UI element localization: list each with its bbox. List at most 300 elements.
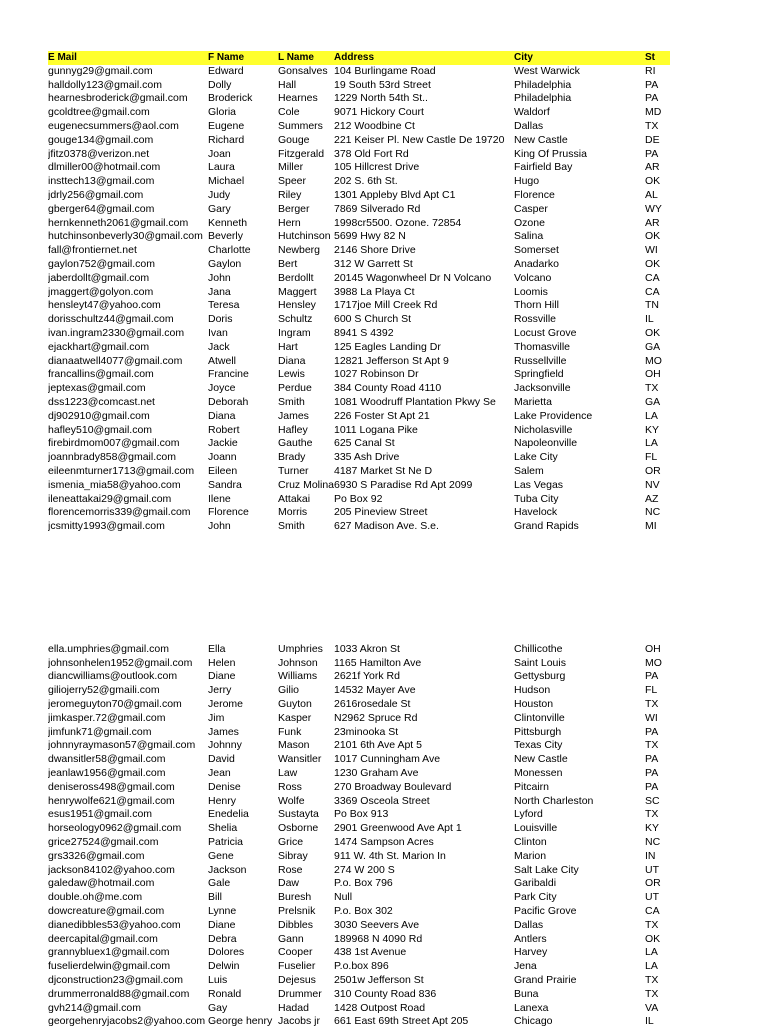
cell-city: Thorn Hill [514, 299, 559, 312]
cell-state: DE [645, 133, 660, 146]
cell-address: 438 1st Avenue [334, 946, 407, 959]
cell-email: henrywolfe621@gmail.com [48, 794, 175, 807]
table-row [48, 410, 670, 424]
cell-first-name: Jerome [208, 698, 244, 711]
cell-city: Rossville [514, 313, 557, 326]
cell-email: halldolly123@gmail.com [48, 78, 162, 91]
cell-city: Lake City [514, 451, 558, 464]
cell-first-name: Henry [208, 794, 237, 807]
cell-address: 1033 Akron St [334, 642, 400, 655]
cell-address: 600 S Church St [334, 313, 412, 326]
cell-last-name: Johnson [278, 656, 318, 669]
table-row [48, 739, 670, 753]
cell-email: hensleyt47@yahoo.com [48, 299, 161, 312]
cell-address: 274 W 200 S [334, 863, 395, 876]
cell-state: PA [645, 767, 659, 780]
cell-state: IN [645, 849, 656, 862]
cell-address: Null [334, 891, 353, 904]
cell-first-name: Ilene [208, 492, 231, 505]
table-row [48, 891, 670, 905]
cell-city: Buna [514, 987, 539, 1000]
cell-city: Clinton [514, 836, 547, 849]
cell-email: ivan.ingram2330@gmail.com [48, 326, 185, 339]
cell-state: OK [645, 230, 661, 243]
cell-last-name: Gouge [278, 133, 310, 146]
cell-first-name: Laura [208, 161, 235, 174]
cell-last-name: Perdue [278, 382, 312, 395]
cell-state: AL [645, 188, 658, 201]
cell-address: 6930 S Paradise Rd Apt 2099 [334, 478, 473, 491]
table-row [48, 327, 670, 341]
cell-city: King Of Prussia [514, 147, 587, 160]
cell-last-name: Diana [278, 354, 306, 367]
cell-state: SC [645, 794, 660, 807]
cell-first-name: Joyce [208, 382, 236, 395]
cell-address: 1428 Outpost Road [334, 1001, 426, 1014]
header-first-name: F Name [208, 52, 245, 63]
cell-first-name: Delwin [208, 960, 240, 973]
cell-city: Locust Grove [514, 326, 577, 339]
cell-last-name: Gauthe [278, 437, 313, 450]
cell-address: 7869 Silverado Rd [334, 202, 421, 215]
cell-first-name: Joan [208, 147, 231, 160]
cell-address: 105 Hillcrest Drive [334, 161, 420, 174]
cell-state: TX [645, 119, 659, 132]
cell-address: 202 S. 6th St. [334, 175, 398, 188]
cell-city: Ozone [514, 216, 545, 229]
cell-state: TX [645, 739, 659, 752]
cell-email: gberger64@gmail.com [48, 202, 155, 215]
cell-last-name: Wolfe [278, 794, 305, 807]
table-row [48, 175, 670, 189]
cell-email: dianaatwell4077@gmail.com [48, 354, 183, 367]
cell-state: OK [645, 257, 661, 270]
cell-state: TX [645, 987, 659, 1000]
cell-first-name: Dolores [208, 946, 245, 959]
cell-first-name: George henry [208, 1015, 273, 1028]
cell-address: 312 W Garrett St [334, 257, 413, 270]
cell-last-name: Turner [278, 464, 309, 477]
cell-last-name: Miller [278, 161, 304, 174]
cell-city: Anadarko [514, 257, 559, 270]
cell-state: CA [645, 271, 660, 284]
cell-last-name: Umphries [278, 642, 323, 655]
cell-state: MO [645, 354, 662, 367]
cell-city: Houston [514, 698, 554, 711]
cell-email: eileenmturner1713@gmail.com [48, 464, 195, 477]
cell-address: 2101 6th Ave Apt 5 [334, 739, 422, 752]
cell-address: 1230 Graham Ave [334, 767, 419, 780]
cell-email: ileneattakai29@gmail.com [48, 492, 172, 505]
cell-city: Marion [514, 849, 547, 862]
cell-city: Loomis [514, 285, 548, 298]
cell-city: Russellville [514, 354, 567, 367]
cell-email: jmaggert@golyon.com [48, 285, 154, 298]
cell-state: LA [645, 946, 658, 959]
table-row [48, 244, 670, 258]
header-address: Address [334, 52, 375, 63]
table-row [48, 753, 670, 767]
cell-address: 12821 Jefferson St Apt 9 [334, 354, 449, 367]
table-row [48, 65, 670, 79]
cell-email: ismenia_mia58@yahoo.com [48, 478, 181, 491]
table-row [48, 1015, 670, 1029]
cell-last-name: Daw [278, 877, 300, 890]
cell-state: WI [645, 244, 658, 257]
cell-state: WI [645, 711, 658, 724]
cell-state: MD [645, 106, 662, 119]
cell-last-name: Drummer [278, 987, 322, 1000]
cell-last-name: Gann [278, 932, 304, 945]
table-row [48, 643, 670, 657]
cell-email: hafley510@gmail.com [48, 423, 153, 436]
cell-first-name: Robert [208, 423, 240, 436]
cell-email: jimfunk71@gmail.com [48, 725, 152, 738]
cell-address: 189968 N 4090 Rd [334, 932, 423, 945]
header-last-name: L Name [278, 52, 314, 63]
cell-last-name: Fitzgerald [278, 147, 325, 160]
cell-address: 2621f York Rd [334, 670, 400, 683]
table-row [48, 341, 670, 355]
cell-state: IL [645, 1015, 654, 1028]
cell-address: 1027 Robinson Dr [334, 368, 419, 381]
cell-first-name: Jackson [208, 863, 247, 876]
cell-first-name: John [208, 271, 231, 284]
cell-state: TX [645, 698, 659, 711]
cell-last-name: Jacobs jr [278, 1015, 321, 1028]
table-row [48, 424, 670, 438]
cell-email: deniseross498@gmail.com [48, 780, 175, 793]
cell-last-name: Smith [278, 395, 305, 408]
cell-address: 104 Burlingame Road [334, 64, 436, 77]
cell-address: 212 Woodbine Ct [334, 119, 415, 132]
cell-first-name: Atwell [208, 354, 237, 367]
cell-city: Philadelphia [514, 92, 572, 105]
cell-email: horseology0962@gmail.com [48, 822, 182, 835]
cell-state: PA [645, 753, 659, 766]
cell-email: djconstruction23@gmail.com [48, 974, 183, 987]
cell-first-name: Gay [208, 1001, 228, 1014]
cell-city: Jacksonville [514, 382, 571, 395]
cell-last-name: Speer [278, 175, 307, 188]
cell-state: KY [645, 822, 660, 835]
cell-address: 1165 Hamilton Ave [334, 656, 422, 669]
cell-first-name: Denise [208, 780, 241, 793]
table-row [48, 822, 670, 836]
cell-email: diancwilliams@outlook.com [48, 670, 178, 683]
cell-city: Philadelphia [514, 78, 572, 91]
cell-city: Thomasville [514, 340, 571, 353]
cell-state: FL [645, 451, 658, 464]
cell-first-name: Diane [208, 918, 236, 931]
cell-city: Grand Rapids [514, 520, 579, 533]
cell-last-name: Hafley [278, 423, 308, 436]
cell-address: 270 Broadway Boulevard [334, 780, 452, 793]
cell-email: dianedibbles53@yahoo.com [48, 918, 181, 931]
cell-city: Chillicothe [514, 642, 563, 655]
cell-city: Monessen [514, 767, 563, 780]
cell-first-name: Ronald [208, 987, 242, 1000]
cell-address: 1998cr5500. Ozone. 72854 [334, 216, 462, 229]
cell-email: gouge134@gmail.com [48, 133, 154, 146]
cell-state: LA [645, 437, 658, 450]
cell-email: dwansitler58@gmail.com [48, 753, 166, 766]
cell-city: Dallas [514, 918, 544, 931]
cell-first-name: Beverly [208, 230, 244, 243]
cell-first-name: Jana [208, 285, 231, 298]
cell-state: OR [645, 877, 661, 890]
cell-city: Antlers [514, 932, 547, 945]
cell-city: Marietta [514, 395, 552, 408]
cell-email: gcoldtree@gmail.com [48, 106, 150, 119]
cell-city: Clintonville [514, 711, 565, 724]
table-row [48, 974, 670, 988]
cell-address: 625 Canal St [334, 437, 395, 450]
cell-address: 5699 Hwy 82 N [334, 230, 406, 243]
cell-email: eugenecsummers@aol.com [48, 119, 179, 132]
cell-address: 661 East 69th Street Apt 205 [334, 1015, 469, 1028]
table-row [48, 919, 670, 933]
cell-address: 1011 Logana Pike [334, 423, 418, 436]
table-row [48, 382, 670, 396]
cell-last-name: Schultz [278, 313, 313, 326]
cell-city: Salt Lake City [514, 863, 579, 876]
cell-last-name: Hutchinson [278, 230, 331, 243]
cell-email: grice27524@gmail.com [48, 836, 159, 849]
cell-first-name: Diana [208, 409, 236, 422]
cell-last-name: Dibbles [278, 918, 314, 931]
table-row [48, 286, 670, 300]
table-row [48, 465, 670, 479]
cell-last-name: Wansitler [278, 753, 322, 766]
cell-last-name: Hearnes [278, 92, 318, 105]
cell-email: dowcreature@gmail.com [48, 905, 165, 918]
cell-state: MI [645, 520, 657, 533]
cell-first-name: Jean [208, 767, 231, 780]
cell-first-name: James [208, 725, 239, 738]
cell-address: 1081 Woodruff Plantation Pkwy Se [334, 395, 496, 408]
cell-last-name: Gilio [278, 684, 300, 697]
cell-state: OR [645, 464, 661, 477]
cell-last-name: Kasper [278, 711, 312, 724]
cell-last-name: Hart [278, 340, 298, 353]
cell-city: Grand Prairie [514, 974, 577, 987]
cell-last-name: Prelsnik [278, 905, 316, 918]
cell-email: jimkasper.72@gmail.com [48, 711, 166, 724]
cell-address: 1717joe Mill Creek Rd [334, 299, 438, 312]
cell-state: WY [645, 202, 662, 215]
cell-address: 9071 Hickory Court [334, 106, 424, 119]
table-row [48, 657, 670, 671]
cell-first-name: Jim [208, 711, 225, 724]
cell-last-name: Summers [278, 119, 323, 132]
cell-last-name: Rose [278, 863, 303, 876]
cell-city: Pittsburgh [514, 725, 562, 738]
cell-state: AZ [645, 492, 659, 505]
cell-email: joannbrady858@gmail.com [48, 451, 176, 464]
cell-address: P.o. Box 796 [334, 877, 393, 890]
contact-block-2 [48, 643, 670, 1029]
contact-block-1 [48, 65, 670, 534]
cell-first-name: Shelia [208, 822, 238, 835]
cell-last-name: Berger [278, 202, 310, 215]
cell-email: dorisschultz44@gmail.com [48, 313, 174, 326]
table-row [48, 864, 670, 878]
cell-email: jeanlaw1956@gmail.com [48, 767, 166, 780]
cell-email: jeromeguyton70@gmail.com [48, 698, 182, 711]
cell-city: Hugo [514, 175, 540, 188]
cell-first-name: Broderick [208, 92, 253, 105]
header-state: St [645, 52, 655, 63]
cell-state: OH [645, 368, 661, 381]
table-row [48, 684, 670, 698]
cell-last-name: Mason [278, 739, 310, 752]
table-row [48, 368, 670, 382]
cell-email: johnsonhelen1952@gmail.com [48, 656, 193, 669]
cell-address: 3369 Osceola Street [334, 794, 430, 807]
cell-last-name: Grice [278, 836, 304, 849]
cell-last-name: Hensley [278, 299, 316, 312]
cell-email: grannybluex1@gmail.com [48, 946, 170, 959]
cell-first-name: Ella [208, 642, 226, 655]
cell-first-name: Jack [208, 340, 230, 353]
cell-state: AR [645, 161, 660, 174]
cell-city: Napoleonville [514, 437, 578, 450]
cell-address: 4187 Market St Ne D [334, 464, 433, 477]
cell-city: Jena [514, 960, 537, 973]
cell-address: 335 Ash Drive [334, 451, 400, 464]
cell-city: Pacific Grove [514, 905, 577, 918]
cell-address: 1017 Cunningham Ave [334, 753, 441, 766]
table-row [48, 506, 670, 520]
cell-last-name: Ross [278, 780, 302, 793]
table-row [48, 493, 670, 507]
table-row [48, 134, 670, 148]
cell-address: 14532 Mayer Ave [334, 684, 416, 697]
cell-city: Lyford [514, 808, 543, 821]
cell-address: 2501w Jefferson St [334, 974, 424, 987]
cell-city: Havelock [514, 506, 558, 519]
table-row [48, 396, 670, 410]
table-row [48, 258, 670, 272]
cell-address: 2616rosedale St [334, 698, 411, 711]
cell-address: P.o. Box 302 [334, 905, 393, 918]
cell-last-name: James [278, 409, 309, 422]
table-row [48, 230, 670, 244]
cell-city: Garibaldi [514, 877, 557, 890]
cell-last-name: Newberg [278, 244, 321, 257]
cell-state: TN [645, 299, 659, 312]
cell-last-name: Funk [278, 725, 302, 738]
cell-first-name: Diane [208, 670, 236, 683]
cell-first-name: Sandra [208, 478, 242, 491]
cell-email: double.oh@me.com [48, 891, 143, 904]
cell-last-name: Dejesus [278, 974, 316, 987]
cell-state: VA [645, 1001, 659, 1014]
table-row [48, 355, 670, 369]
cell-city: Texas City [514, 739, 563, 752]
cell-state: OK [645, 932, 661, 945]
cell-state: TX [645, 918, 659, 931]
table-row [48, 946, 670, 960]
cell-city: Salem [514, 464, 544, 477]
cell-last-name: Smith [278, 520, 305, 533]
cell-city: Saint Louis [514, 656, 566, 669]
cell-city: Lanexa [514, 1001, 549, 1014]
cell-city: Florence [514, 188, 555, 201]
table-row [48, 148, 670, 162]
cell-last-name: Sibray [278, 849, 308, 862]
cell-email: gaylon752@gmail.com [48, 257, 155, 270]
cell-first-name: Kenneth [208, 216, 248, 229]
table-row [48, 795, 670, 809]
cell-email: drummerronald88@gmail.com [48, 987, 190, 1000]
cell-city: Tuba City [514, 492, 559, 505]
cell-first-name: Jerry [208, 684, 232, 697]
cell-first-name: Bill [208, 891, 223, 904]
cell-email: ella.umphries@gmail.com [48, 642, 169, 655]
cell-first-name: Doris [208, 313, 233, 326]
cell-address: 384 County Road 4110 [334, 382, 442, 395]
cell-first-name: Gary [208, 202, 231, 215]
cell-city: Harvey [514, 946, 548, 959]
cell-city: Las Vegas [514, 478, 564, 491]
cell-email: georgehenryjacobs2@yahoo.com [48, 1015, 206, 1028]
cell-first-name: Enedelia [208, 808, 249, 821]
cell-last-name: Cole [278, 106, 300, 119]
table-row [48, 767, 670, 781]
header-email: E Mail [48, 52, 77, 63]
cell-last-name: Berdollt [278, 271, 314, 284]
cell-state: CA [645, 285, 660, 298]
cell-email: galedaw@hotmail.com [48, 877, 155, 890]
cell-state: OK [645, 175, 661, 188]
cell-first-name: Patricia [208, 836, 244, 849]
cell-first-name: Ivan [208, 326, 228, 339]
table-row [48, 850, 670, 864]
table-row [48, 106, 670, 120]
cell-last-name: Morris [278, 506, 308, 519]
cell-email: jcsmitty1993@gmail.com [48, 520, 165, 533]
cell-city: Nicholasville [514, 423, 573, 436]
table-row [48, 479, 670, 493]
cell-last-name: Ingram [278, 326, 311, 339]
cell-email: gvh214@gmail.com [48, 1001, 141, 1014]
cell-email: dlmiller00@hotmail.com [48, 161, 161, 174]
cell-state: NV [645, 478, 660, 491]
cell-email: firebirdmom007@gmail.com [48, 437, 180, 450]
cell-email: fuselierdelwin@gmail.com [48, 960, 171, 973]
cell-last-name: Fuselier [278, 960, 316, 973]
cell-city: New Castle [514, 753, 568, 766]
cell-last-name: Bert [278, 257, 298, 270]
cell-city: Chicago [514, 1015, 553, 1028]
cell-address: 3030 Seevers Ave [334, 918, 420, 931]
cell-first-name: Florence [208, 506, 249, 519]
table-row [48, 781, 670, 795]
cell-last-name: Hern [278, 216, 301, 229]
cell-first-name: Eileen [208, 464, 238, 477]
table-row [48, 272, 670, 286]
cell-state: TX [645, 808, 659, 821]
table-row [48, 189, 670, 203]
header-city: City [514, 52, 533, 63]
cell-first-name: Gaylon [208, 257, 242, 270]
cell-email: deercapital@gmail.com [48, 932, 158, 945]
cell-state: OK [645, 326, 661, 339]
cell-last-name: Cooper [278, 946, 313, 959]
cell-last-name: Buresh [278, 891, 312, 904]
